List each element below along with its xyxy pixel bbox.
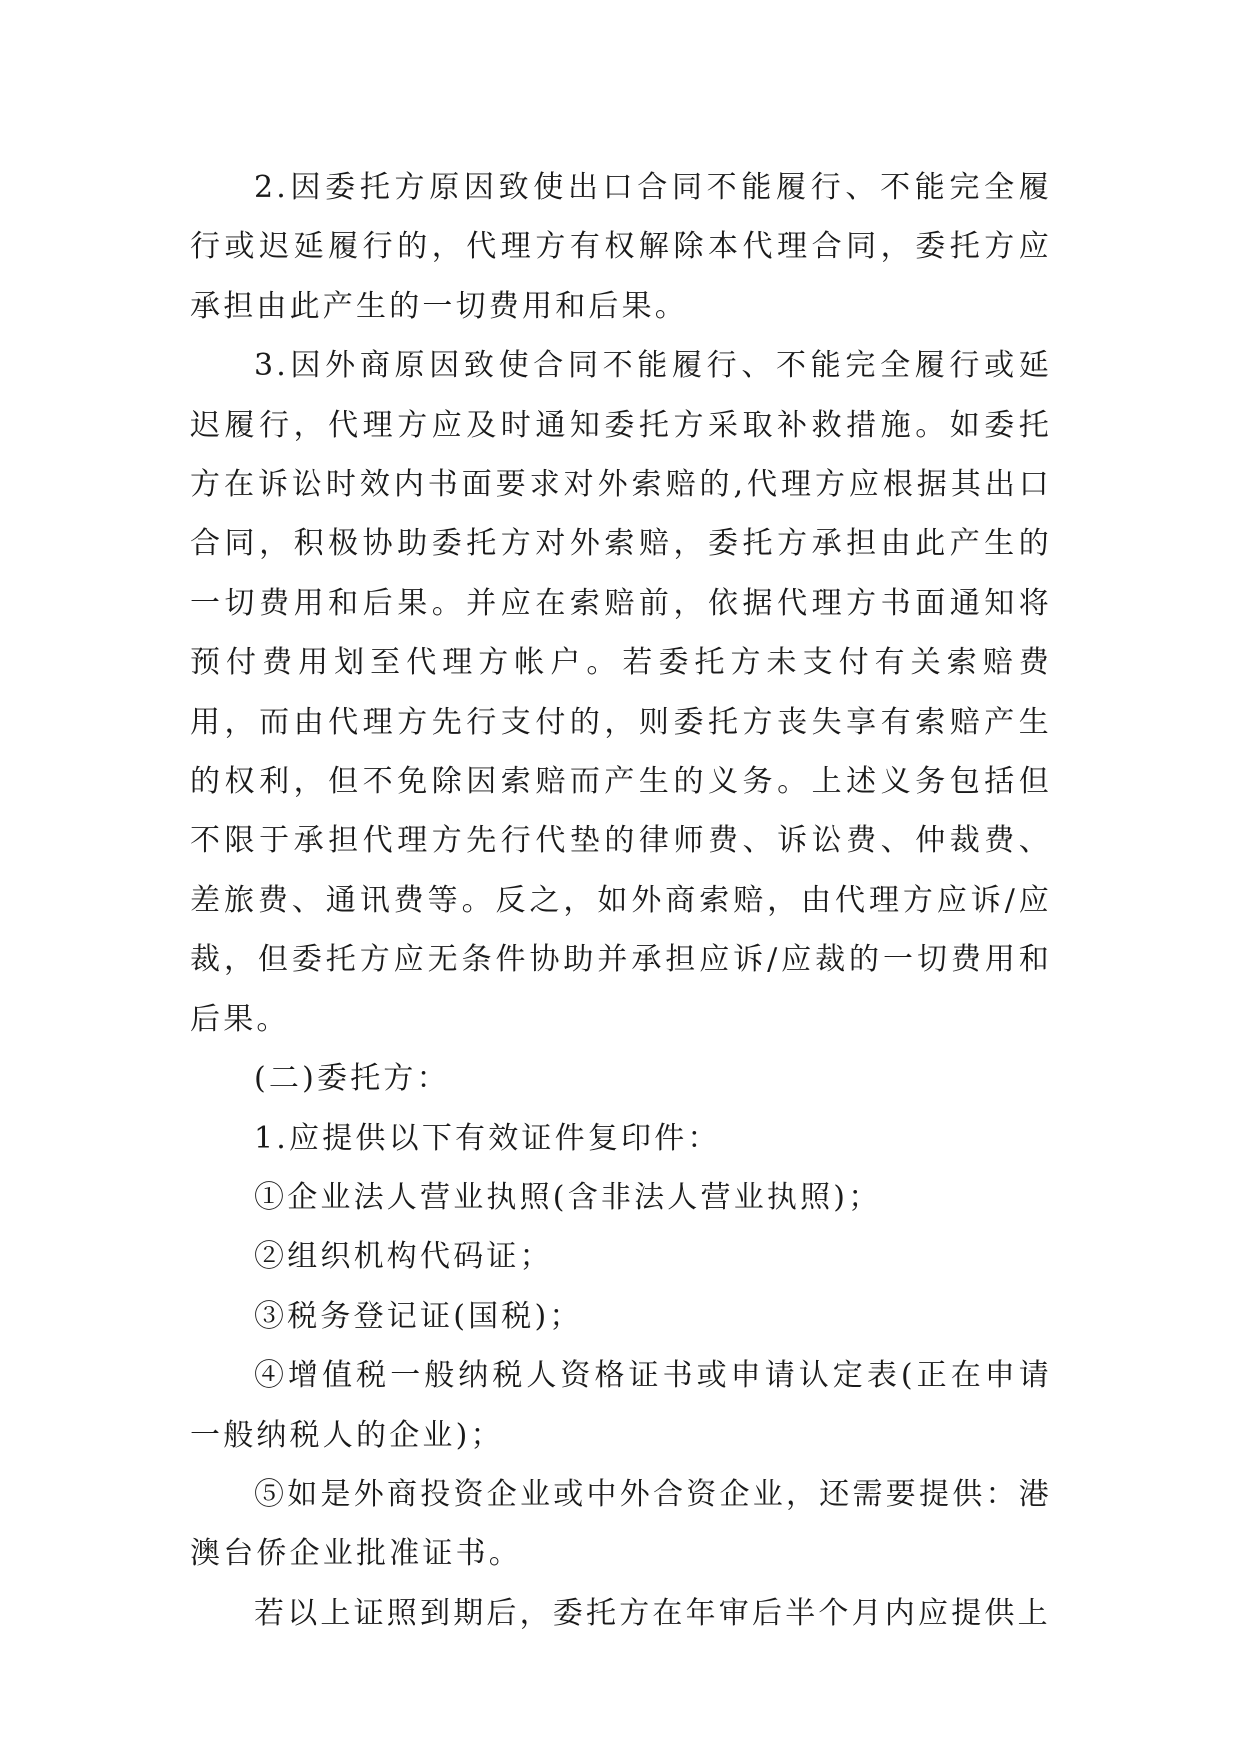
section-heading-principal: (二)委托方： xyxy=(254,1061,450,1097)
list-item-vat-certificate: ④增值税一般纳税人资格证书或申请认定表(正在申请一般纳税人的企业)； xyxy=(190,1358,1052,1453)
list-item-foreign-investment: ⑤如是外商投资企业或中外合资企业，还需要提供：港澳台侨企业批准证书。 xyxy=(190,1476,1052,1572)
clause-1-paragraph: 1.应提供以下有效证件复印件： xyxy=(254,1120,721,1156)
clause-2-paragraph: 2.因委托方原因致使出口合同不能履行、不能完全履行或迟延履行的，代理方有权解除本代理合同，委托方应承担由此产生的一切费用和后果。 xyxy=(190,170,1052,324)
document-body xyxy=(190,158,1052,1643)
list-item-organization-code: ②组织机构代码证； xyxy=(254,1239,553,1275)
closing-paragraph: 若以上证照到期后，委托方在年审后半个月内应提供上 xyxy=(254,1595,1051,1631)
clause-3-paragraph: 3.因外商原因致使合同不能履行、不能完全履行或延迟履行，代理方应及时通知委托方采取补救措施。如委托方在诉讼时效内书面要求对外索赔的,代理方应根据其出口合同，积极协助委托方对外索赔，委托方承担由此产生的一切费用和后果。并应在索赔前，依据代理方书面通知将预付费用划至代理方帐户。若委托方未支付有关索赔费用，而由代理方先行支付的，则委托方丧失享有索赔产生的权利，但不免除因索赔而产生的义务。上述义务包括但不限于承担代理方先行代垫的律师费、诉讼费、仲裁费、差旅费、通讯费等。反之，如外商索赔，由代理方应诉/应裁，但委托方应无条件协助并承担应诉/应裁的一切费用和后果。 xyxy=(190,348,1052,1037)
list-item-business-license: ①企业法人营业执照(含非法人营业执照)； xyxy=(254,1179,882,1215)
list-item-tax-registration: ③税务登记证(国税)； xyxy=(254,1298,583,1334)
